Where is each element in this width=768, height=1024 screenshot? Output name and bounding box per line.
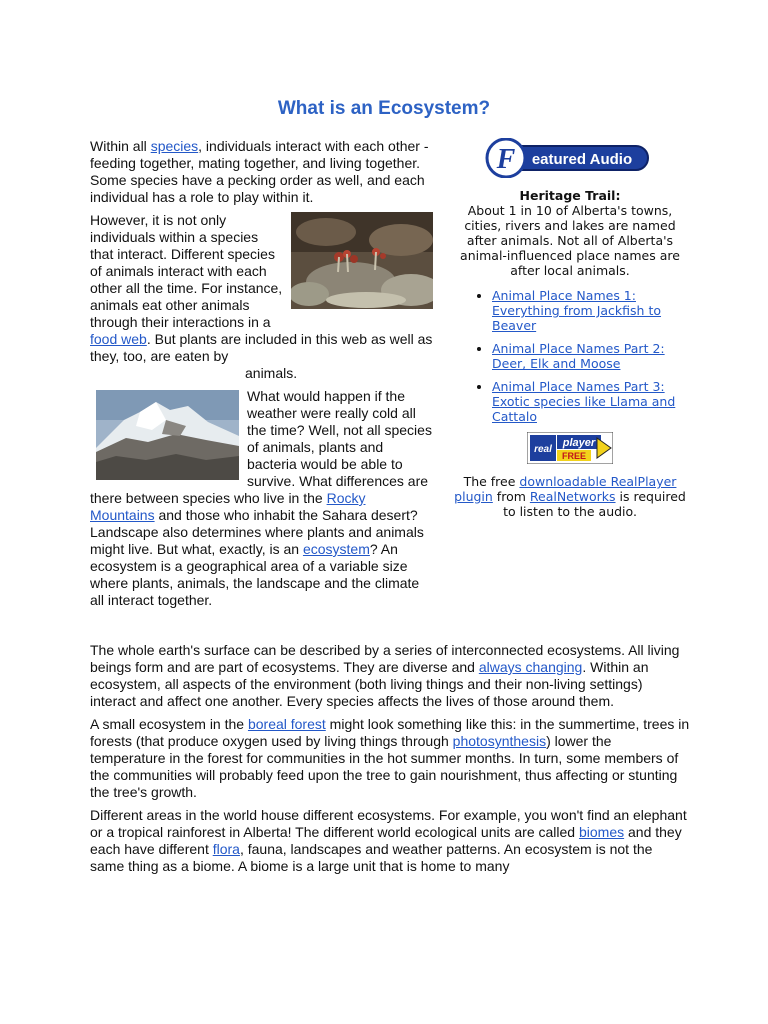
- biomes-link[interactable]: biomes: [578, 824, 625, 840]
- lichen-moss-photo: [291, 212, 433, 309]
- svg-text:real: real: [534, 444, 552, 455]
- svg-text:F: F: [496, 144, 516, 175]
- species-link[interactable]: species: [150, 138, 199, 154]
- rocky-mountain-photo: [96, 390, 239, 480]
- realnetworks-link[interactable]: RealNetworks: [529, 489, 616, 504]
- body-paragraph-2: A small ecosystem in the boreal forest might look something like this: in the summertime, trees in forests (that produce oxygen used by living things through photosynthesis) lower the temperature in the forest for communities in the hot summer months. In turn, some members of the communities will probably feed upon the tree to gain nourishment, thus affecting or stunting the tree's growth.: [90, 716, 690, 800]
- svg-text:FREE: FREE: [561, 451, 587, 461]
- svg-text:player: player: [562, 437, 596, 449]
- intro-column: [90, 138, 433, 615]
- rocky-mountains-link[interactable]: Rocky Mountains: [90, 490, 366, 523]
- flora-link[interactable]: flora: [212, 841, 240, 857]
- list-item: [492, 379, 690, 424]
- realplayer-plugin-link[interactable]: downloadable RealPlayer plugin: [454, 474, 677, 504]
- animal-place-names-2-link[interactable]: Animal Place Names Part 2: Deer, Elk and Moose: [492, 341, 665, 371]
- food-web-link[interactable]: food web: [90, 331, 147, 347]
- animal-place-names-1-link[interactable]: Animal Place Names 1: Everything from Jackfish to Beaver: [492, 288, 662, 333]
- svg-text:eatured Audio: eatured Audio: [531, 151, 633, 168]
- intro-paragraph-1: Within all species, individuals interact with each other - feeding together, mating together, and living together. Some species have a pecking order as well, and each individual has a role to play within it.: [90, 138, 429, 205]
- intro-paragraph-3: What would happen if the weather were really cold all the time? Well, not all species of animals, plants and bacteria would be able to survive. What differences are there between species who live in the Rocky Mountains and those who inhabit the Sahara desert? Landscape also determines where plants and animals might live. But what, exactly, is an ecosystem? An ecosystem is a geographical area of a variable size where plants, animals, the landscape and the climate all interact together.: [90, 388, 432, 608]
- realplayer-note: The free downloadable RealPlayer plugin from RealNetworks is required to listen to the audio.: [454, 474, 686, 519]
- always-changing-link[interactable]: always changing: [478, 659, 583, 675]
- body-paragraph-3: Different areas in the world house different ecosystems. For example, you won't find an elephant or a tropical rainforest in Alberta! The different world ecological units are called biomes and they each have different flora, fauna, landscapes and weather patterns. An ecosystem is not the same thing as a biome. A biome is a large unit that is home to many: [90, 807, 687, 874]
- body-paragraph-1: The whole earth's surface can be described by a series of interconnected ecosystems. All living beings form and are part of ecosystems. They are diverse and always changing. Within an ecosystem, all aspects of the environment (both living things and their non-living settings) interact and affect one another. Every species affects the lives of those around them.: [90, 642, 680, 709]
- intro-paragraph-2: However, it is not only individuals within a species that interact. Different species of animals interact with each other all the time. For instance, animals eat other animals through their interactions in a food web. But plants are included in this web as well as they, too, are eaten by animals.: [90, 212, 433, 381]
- featured-audio-sidebar: [450, 138, 690, 519]
- list-item: [492, 341, 690, 371]
- animal-place-names-3-link[interactable]: Animal Place Names Part 3: Exotic species like Llama and Cattalo: [492, 379, 676, 424]
- page-title: What is an Ecosystem?: [277, 98, 491, 119]
- ecosystem-link[interactable]: ecosystem: [302, 541, 370, 557]
- heritage-trail-description: About 1 in 10 of Alberta's towns, cities, rivers and lakes are named after animals. Not all of Alberta's animal-influenced place names are after local animals.: [460, 203, 680, 278]
- photosynthesis-link[interactable]: photosynthesis: [452, 733, 547, 749]
- realplayer-free-badge[interactable]: [527, 432, 613, 464]
- heritage-trail-heading: Heritage Trail:: [519, 188, 621, 203]
- audio-link-list: [450, 288, 690, 424]
- list-item: [492, 288, 690, 333]
- boreal-forest-link[interactable]: boreal forest: [247, 716, 326, 732]
- featured-audio-logo: [484, 138, 652, 178]
- body-text: [90, 642, 690, 881]
